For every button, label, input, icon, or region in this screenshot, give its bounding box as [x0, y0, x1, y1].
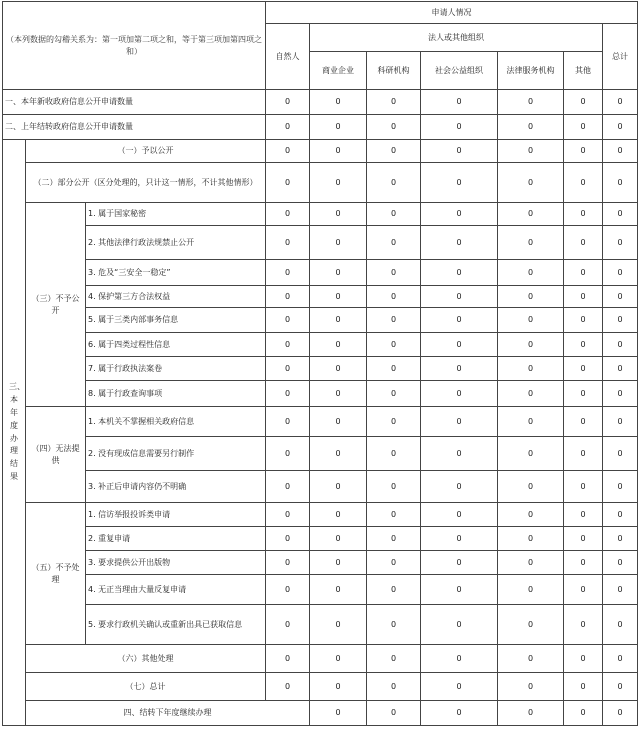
cell: 0: [603, 260, 638, 286]
table-row: [3, 203, 638, 226]
cell: 0: [564, 226, 603, 260]
cell: 0: [266, 90, 310, 115]
cell: 0: [266, 645, 310, 673]
cell: 0: [498, 140, 564, 163]
cell: 0: [564, 407, 603, 437]
cell: 0: [367, 286, 421, 308]
cell: 0: [266, 575, 310, 605]
cell: 0: [564, 90, 603, 115]
cell: 0: [367, 163, 421, 203]
cell: 0: [603, 437, 638, 471]
cell: 0: [421, 471, 498, 503]
cell: 0: [603, 286, 638, 308]
row-label: 2. 其他法律行政法规禁止公开: [86, 226, 266, 260]
cell: 0: [266, 140, 310, 163]
cell: 0: [498, 503, 564, 527]
cell: 0: [498, 527, 564, 551]
row-label: 3. 要求提供公开出版物: [86, 551, 266, 575]
table-row: [3, 381, 638, 407]
cell: 0: [564, 203, 603, 226]
cell: 0: [603, 471, 638, 503]
cell: 0: [310, 575, 367, 605]
cell: 0: [498, 90, 564, 115]
cell: 0: [367, 551, 421, 575]
cell: 0: [564, 471, 603, 503]
cell: 0: [310, 163, 367, 203]
cell: 0: [266, 673, 310, 701]
cell: 0: [367, 260, 421, 286]
cell: 0: [421, 551, 498, 575]
cell: 0: [564, 333, 603, 357]
group-label-cannot-provide: （四）无法提供: [26, 407, 86, 503]
cell: 0: [564, 551, 603, 575]
cell: 0: [310, 407, 367, 437]
cell: 0: [498, 357, 564, 381]
header-note: （本列数据的勾稽关系为：第一项加第二项之和，等于第三项加第四项之和）: [3, 2, 266, 90]
row-label: 5. 要求行政机关确认或重新出具已获取信息: [86, 605, 266, 645]
cell: 0: [367, 605, 421, 645]
cell: 0: [367, 407, 421, 437]
cell: 0: [498, 163, 564, 203]
cell: 0: [498, 551, 564, 575]
cell: 0: [498, 286, 564, 308]
cell: 0: [266, 226, 310, 260]
cell: 0: [266, 407, 310, 437]
cell: 0: [603, 357, 638, 381]
col-header-other: 其他: [564, 52, 603, 90]
cell: 0: [498, 203, 564, 226]
cell: 0: [310, 437, 367, 471]
cell: 0: [421, 90, 498, 115]
table-row: [3, 471, 638, 503]
table-row: [3, 673, 638, 701]
cell: 0: [564, 527, 603, 551]
col-header-public-welfare: 社会公益组织: [421, 52, 498, 90]
cell: 0: [603, 407, 638, 437]
cell: 0: [564, 645, 603, 673]
cell: 0: [603, 673, 638, 701]
group-label-not-disclosed: （三）不予公开: [26, 203, 86, 407]
cell: 0: [421, 701, 498, 726]
cell: 0: [421, 260, 498, 286]
cell: 0: [310, 260, 367, 286]
table-row: [3, 437, 638, 471]
cell: 0: [367, 203, 421, 226]
cell: 0: [266, 551, 310, 575]
cell: 0: [564, 437, 603, 471]
table-row: [3, 605, 638, 645]
cell: 0: [603, 333, 638, 357]
cell: 0: [310, 471, 367, 503]
cell: 0: [310, 90, 367, 115]
cell: 0: [367, 140, 421, 163]
cell: 0: [367, 575, 421, 605]
cell: 0: [266, 527, 310, 551]
row-label: （一）予以公开: [26, 140, 266, 163]
cell: 0: [367, 503, 421, 527]
row-label: （七）总计: [26, 673, 266, 701]
cell: 0: [266, 286, 310, 308]
cell: 0: [367, 527, 421, 551]
group-label-not-processed: （五）不予处理: [26, 503, 86, 645]
section-three-label: 三、本年度办理结果: [3, 140, 26, 726]
cell: 0: [603, 226, 638, 260]
cell: 0: [266, 203, 310, 226]
cell: 0: [310, 701, 367, 726]
table-row: [3, 357, 638, 381]
row-label: 2. 重复申请: [86, 527, 266, 551]
cell: 0: [310, 605, 367, 645]
cell: 0: [421, 226, 498, 260]
cell: 0: [564, 701, 603, 726]
row-label: 4. 保护第三方合法权益: [86, 286, 266, 308]
cell: 0: [603, 503, 638, 527]
cell: 0: [421, 308, 498, 333]
cell: 0: [421, 140, 498, 163]
cell: 0: [603, 645, 638, 673]
cell: 0: [266, 260, 310, 286]
cell: 0: [498, 381, 564, 407]
row-label: （二）部分公开（区分处理的，只计这一情形，不计其他情形）: [26, 163, 266, 203]
row-label: 3. 补正后申请内容仍不明确: [86, 471, 266, 503]
table-row: [3, 226, 638, 260]
cell: 0: [564, 115, 603, 140]
cell: 0: [367, 381, 421, 407]
cell: 0: [421, 115, 498, 140]
cell: 0: [310, 286, 367, 308]
cell: 0: [266, 437, 310, 471]
cell: 0: [367, 226, 421, 260]
row-label: 4. 无正当理由大量反复申请: [86, 575, 266, 605]
row-label: 2. 没有现成信息需要另行制作: [86, 437, 266, 471]
table-row: [3, 308, 638, 333]
cell: 0: [421, 357, 498, 381]
cell: 0: [266, 471, 310, 503]
cell: 0: [564, 308, 603, 333]
col-header-natural-person: 自然人: [266, 24, 310, 90]
cell: 0: [564, 260, 603, 286]
cell: 0: [603, 701, 638, 726]
cell: 0: [421, 333, 498, 357]
cell: 0: [310, 333, 367, 357]
cell: 0: [310, 503, 367, 527]
cell: 0: [310, 645, 367, 673]
cell: 0: [310, 357, 367, 381]
cell: 0: [266, 605, 310, 645]
row-label: 1. 本机关不掌握相关政府信息: [86, 407, 266, 437]
cell: 0: [603, 90, 638, 115]
cell: 0: [603, 527, 638, 551]
legal-person-group-header: 法人或其他组织: [310, 24, 603, 52]
cell: 0: [367, 90, 421, 115]
cell: 0: [367, 471, 421, 503]
cell: 0: [310, 226, 367, 260]
table-row: [3, 551, 638, 575]
cell: 0: [421, 437, 498, 471]
cell: 0: [367, 333, 421, 357]
row-label: 1. 信访举报投诉类申请: [86, 503, 266, 527]
col-header-business: 商业企业: [310, 52, 367, 90]
row-label: 6. 属于四类过程性信息: [86, 333, 266, 357]
cell: 0: [603, 140, 638, 163]
cell: 0: [564, 163, 603, 203]
cell: 0: [367, 115, 421, 140]
cell: 0: [603, 575, 638, 605]
cell: 0: [498, 115, 564, 140]
table-row: [3, 701, 638, 726]
cell: 0: [564, 673, 603, 701]
cell: 0: [266, 333, 310, 357]
cell: 0: [310, 381, 367, 407]
cell: 0: [266, 163, 310, 203]
cell: 0: [603, 115, 638, 140]
cell: 0: [421, 503, 498, 527]
cell: 0: [421, 163, 498, 203]
row-label: 二、上年结转政府信息公开申请数量: [3, 115, 266, 140]
cell: 0: [603, 605, 638, 645]
table-row: [3, 163, 638, 203]
cell: 0: [498, 308, 564, 333]
cell: 0: [498, 701, 564, 726]
applicant-situation-header: 申请人情况: [266, 2, 638, 24]
cell: 0: [310, 308, 367, 333]
table-row: [3, 286, 638, 308]
cell: 0: [498, 226, 564, 260]
cell: 0: [564, 575, 603, 605]
cell: 0: [421, 203, 498, 226]
cell: 0: [367, 645, 421, 673]
cell: 0: [310, 115, 367, 140]
cell: 0: [603, 203, 638, 226]
table-row: [3, 645, 638, 673]
cell: 0: [367, 437, 421, 471]
cell: 0: [421, 407, 498, 437]
cell: 0: [266, 503, 310, 527]
cell: 0: [266, 381, 310, 407]
cell: 0: [603, 381, 638, 407]
table-row: [3, 527, 638, 551]
cell: 0: [498, 673, 564, 701]
row-label: 7. 属于行政执法案卷: [86, 357, 266, 381]
row-label: 3. 危及“三安全一稳定”: [86, 260, 266, 286]
col-header-research: 科研机构: [367, 52, 421, 90]
row-label: 1. 属于国家秘密: [86, 203, 266, 226]
cell: 0: [367, 308, 421, 333]
cell: 0: [498, 471, 564, 503]
row-label: 一、本年新收政府信息公开申请数量: [3, 90, 266, 115]
cell: 0: [564, 503, 603, 527]
cell: 0: [603, 163, 638, 203]
cell: 0: [498, 575, 564, 605]
table-row: [3, 90, 638, 115]
cell: 0: [421, 575, 498, 605]
cell: 0: [310, 140, 367, 163]
table-row: [3, 503, 638, 527]
table-row: [3, 407, 638, 437]
cell: 0: [421, 527, 498, 551]
table-row: [3, 333, 638, 357]
cell: 0: [498, 407, 564, 437]
cell: 0: [266, 308, 310, 333]
table-row: [3, 575, 638, 605]
cell: 0: [421, 286, 498, 308]
table-row: [3, 140, 638, 163]
gov-info-disclosure-table: [2, 1, 638, 726]
row-label: 5. 属于三类内部事务信息: [86, 308, 266, 333]
cell: 0: [603, 308, 638, 333]
cell: 0: [603, 551, 638, 575]
cell: 0: [564, 286, 603, 308]
cell: 0: [421, 673, 498, 701]
cell: 0: [498, 605, 564, 645]
cell: 0: [421, 645, 498, 673]
cell: 0: [421, 605, 498, 645]
cell: 0: [266, 357, 310, 381]
cell: 0: [310, 203, 367, 226]
table-row: [3, 260, 638, 286]
cell: 0: [310, 673, 367, 701]
cell: 0: [310, 551, 367, 575]
row-label: 8. 属于行政查询事项: [86, 381, 266, 407]
cell: 0: [498, 260, 564, 286]
cell: 0: [310, 527, 367, 551]
cell: 0: [498, 437, 564, 471]
row-label: 四、结转下年度继续办理: [26, 701, 310, 726]
cell: 0: [564, 605, 603, 645]
cell: 0: [498, 333, 564, 357]
cell: 0: [367, 357, 421, 381]
cell: 0: [421, 381, 498, 407]
cell: 0: [367, 673, 421, 701]
table-row: [3, 115, 638, 140]
col-header-total: 总计: [603, 24, 638, 90]
cell: 0: [564, 357, 603, 381]
cell: 0: [266, 115, 310, 140]
cell: 0: [367, 701, 421, 726]
cell: 0: [498, 645, 564, 673]
cell: 0: [564, 140, 603, 163]
row-label: （六）其他处理: [26, 645, 266, 673]
col-header-legal-services: 法律服务机构: [498, 52, 564, 90]
cell: 0: [564, 381, 603, 407]
